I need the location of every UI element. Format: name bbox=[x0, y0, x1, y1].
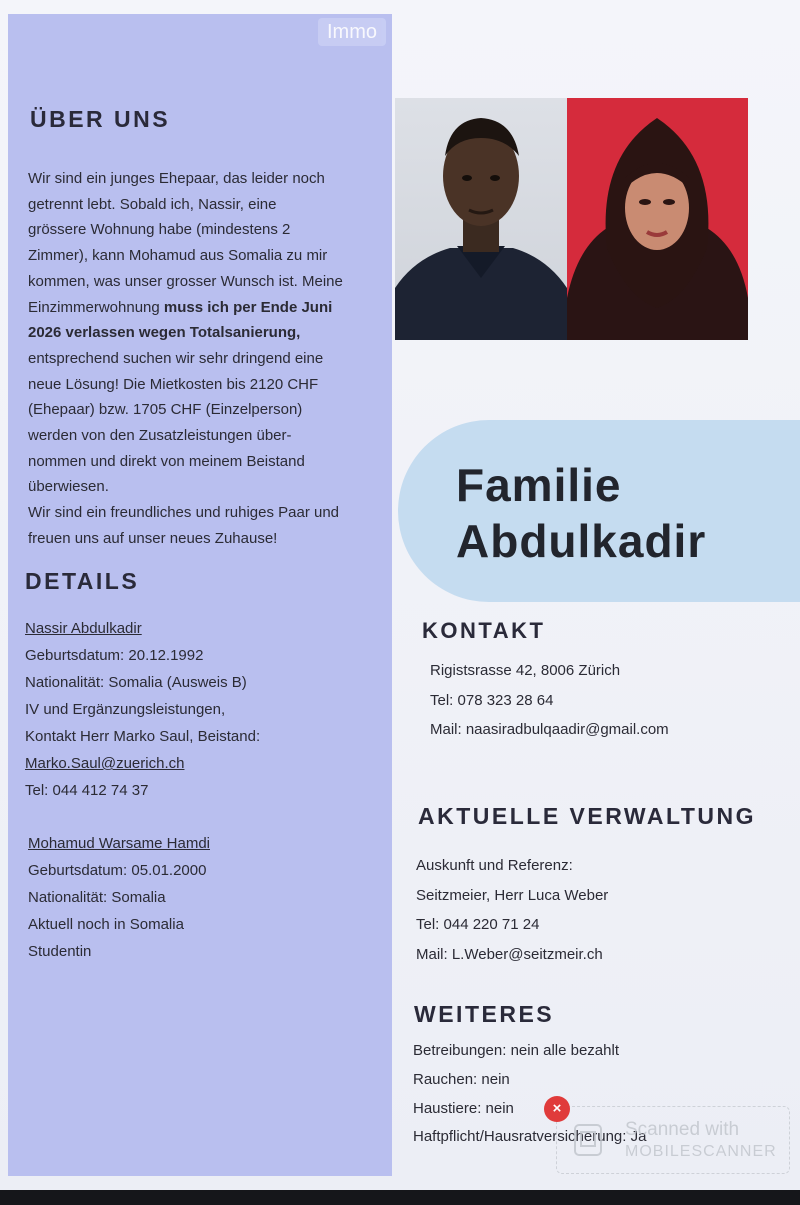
weiteres-item: Betreibungen: nein alle bezahlt bbox=[413, 1042, 619, 1059]
about-line: neue Lösung! Die Mietkosten bis 2120 CHF bbox=[28, 375, 319, 393]
person-nassir bbox=[25, 615, 260, 804]
weiteres-item: Rauchen: nein bbox=[413, 1070, 510, 1088]
verwaltung-heading: AKTUELLE VERWALTUNG bbox=[418, 803, 756, 829]
kontakt-phone: Tel: 078 323 28 64 bbox=[430, 691, 554, 709]
person-birthdate: Geburtsdatum: 20.12.1992 bbox=[25, 647, 204, 664]
person-nationality: Nationalität: Somalia bbox=[28, 889, 166, 906]
person-contact: Kontakt Herr Marko Saul, Beistand: bbox=[25, 728, 261, 745]
about-heading: ÜBER UNS bbox=[30, 106, 171, 132]
kontakt-mail: Mail: naasiradbulqaadir@gmail.com bbox=[430, 721, 669, 738]
about-line: entsprechend suchen wir sehr dringend eine bbox=[28, 349, 324, 367]
about-line: Wir sind ein freundliches und ruhiges Paar und bbox=[28, 504, 340, 522]
about-line-bold: 2026 verlassen wegen Totalsanierung, bbox=[28, 324, 301, 342]
man-portrait-illustration bbox=[395, 98, 567, 340]
verwaltung-mail: Mail: L.Weber@seitzmeir.ch bbox=[416, 945, 603, 963]
immo-watermark: Immo bbox=[318, 18, 386, 46]
scanner-watermark bbox=[556, 1106, 790, 1174]
about-line: (Ehepaar) bzw. 1705 CHF (Einzelperson) bbox=[28, 401, 303, 419]
contact-email-link[interactable]: Marko.Saul@zuerich.ch bbox=[25, 755, 185, 772]
weiteres-item: Haftpflicht/Hausratversicherung: Ja bbox=[413, 1128, 647, 1146]
kontakt-heading: KONTAKT bbox=[422, 618, 546, 643]
person-phone: Tel: 044 412 74 37 bbox=[25, 782, 149, 799]
about-line-bold: muss ich per Ende Juni bbox=[163, 298, 333, 316]
about-line: nommen und direkt von meinem Beistand bbox=[28, 452, 305, 470]
weiteres-heading: WEITERES bbox=[414, 1001, 555, 1027]
close-icon[interactable]: × bbox=[544, 1096, 570, 1122]
weiteres-item: Haustiere: nein bbox=[413, 1099, 514, 1117]
photo-woman bbox=[567, 98, 748, 340]
verwaltung-label: Auskunft und Referenz: bbox=[416, 857, 573, 874]
details-heading: DETAILS bbox=[25, 568, 140, 594]
about-line: kommen, was unser grosser Wunsch ist. Meine bbox=[28, 272, 343, 290]
woman-portrait-illustration bbox=[567, 98, 748, 340]
scanner-icon bbox=[573, 1123, 603, 1157]
about-line: getrennt lebt. Sobald ich, Nassir, eine bbox=[28, 195, 277, 213]
family-name-line1: Familie bbox=[456, 459, 622, 511]
person-nationality: Nationalität: Somalia (Ausweis B) bbox=[25, 674, 247, 691]
about-line: Wir sind ein junges Ehepaar, das leider noch bbox=[28, 170, 325, 187]
about-line-part: Einzimmerwohnung bbox=[28, 298, 164, 316]
person-name: Mohamud Warsame Hamdi bbox=[28, 835, 210, 852]
person-mohamud bbox=[28, 830, 210, 965]
scanner-brand: MOBILESCANNER bbox=[625, 1143, 777, 1160]
verwaltung-name: Seitzmeier, Herr Luca Weber bbox=[416, 886, 609, 904]
about-line: freuen uns auf unser neues Zuhause! bbox=[28, 529, 278, 547]
person-benefits: IV und Ergänzungsleistungen, bbox=[25, 701, 226, 718]
kontakt-info bbox=[430, 656, 669, 745]
photo-man bbox=[395, 98, 567, 340]
family-name-line2: Abdulkadir bbox=[456, 515, 707, 567]
person-name: Nassir Abdulkadir bbox=[25, 620, 142, 637]
about-line: Zimmer), kann Mohamud aus Somalia zu mir bbox=[28, 247, 328, 265]
kontakt-address: Rigistsrasse 42, 8006 Zürich bbox=[430, 662, 621, 679]
about-line: überwiesen. bbox=[28, 478, 109, 496]
bottom-edge bbox=[0, 1190, 800, 1205]
scanner-text: Scanned with bbox=[625, 1119, 740, 1140]
about-line: grössere Wohnung habe (mindestens 2 bbox=[28, 221, 291, 239]
about-line bbox=[28, 295, 373, 321]
person-location: Aktuell noch in Somalia bbox=[28, 916, 184, 933]
person-birthdate: Geburtsdatum: 05.01.2000 bbox=[28, 862, 207, 879]
about-line: werden von den Zusatzleistungen über- bbox=[28, 427, 292, 445]
person-occupation: Studentin bbox=[28, 943, 92, 960]
verwaltung-info bbox=[416, 851, 608, 969]
about-text bbox=[28, 166, 373, 552]
verwaltung-phone: Tel: 044 220 71 24 bbox=[416, 916, 540, 933]
